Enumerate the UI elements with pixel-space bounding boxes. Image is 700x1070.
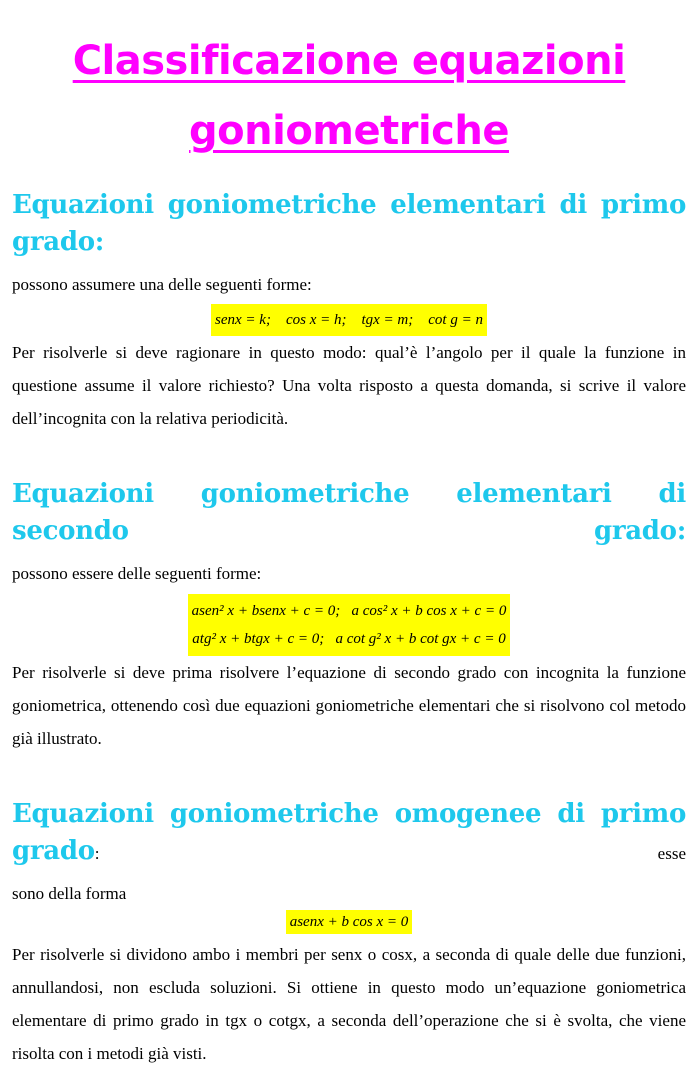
formula-line: atg² x + btgx + c = 0; a cot g² x + b cot gx + c = 0 bbox=[192, 631, 506, 647]
section-body: Per risolverle si deve prima risolvere l’equazione di secondo grado con incognita la funzione goniometrica, ottenendo così due equazioni goniometriche elementari che si risolvono col metodo già illustrato. bbox=[12, 663, 686, 748]
section-heading: Equazioni goniometriche elementari di primo grado: bbox=[12, 190, 686, 257]
section-body: Per risolverle si dividono ambo i membri per senx o cosx, a seconda di quale delle due funzioni, annullandosi, non escluda soluzioni. Si ottiene in questo modo un’equazione goniometrica elementare di primo grado in tgx o cotgx, a seconda dell’operazione che si è svolta, che viene risolta con i metodi già visti. bbox=[12, 945, 686, 1063]
section-intro: possono essere delle seguenti forme: bbox=[12, 564, 262, 583]
formula-block bbox=[12, 910, 686, 934]
formula-line: asen² x + bsenx + c = 0; a cos² x + b cos x + c = 0 bbox=[191, 603, 507, 619]
section-heading-line bbox=[12, 477, 686, 551]
section-heading-line bbox=[12, 188, 686, 262]
section-heading: Equazioni goniometriche elementari di secondo grado: bbox=[12, 479, 686, 546]
formula-block bbox=[12, 594, 686, 656]
section-intro: possono assumere una delle seguenti forme: bbox=[12, 275, 312, 294]
formula-block bbox=[12, 304, 686, 336]
section-body: Per risolverle si deve ragionare in questo modo: qual’è l’angolo per il quale la funzione in questione assume il valore richiesto? Una volta risposto a questa domanda, si scrive il valore dell’incognita con la relativa periodicità. bbox=[12, 343, 686, 428]
section-elementari-secondo-grado bbox=[12, 477, 686, 755]
formula-lines bbox=[188, 594, 511, 656]
formula-line: senx = k; cos x = h; tgx = m; cot g = n bbox=[211, 304, 487, 336]
title-line-1: Classificazione equazioni bbox=[72, 38, 626, 84]
title-line-2: goniometriche bbox=[189, 108, 509, 154]
section-heading-tail: : esse bbox=[94, 844, 686, 863]
section-heading: Equazioni goniometriche omogenee di primo grado bbox=[12, 799, 686, 866]
section-elementari-primo-grado bbox=[12, 188, 686, 435]
page-title bbox=[12, 26, 686, 166]
section-heading-line bbox=[12, 797, 686, 871]
section-omogenee-primo-grado bbox=[12, 797, 686, 1070]
section-intro: sono della forma bbox=[12, 884, 127, 903]
document-page bbox=[12, 0, 686, 1070]
formula-line: asenx + b cos x = 0 bbox=[286, 910, 413, 934]
